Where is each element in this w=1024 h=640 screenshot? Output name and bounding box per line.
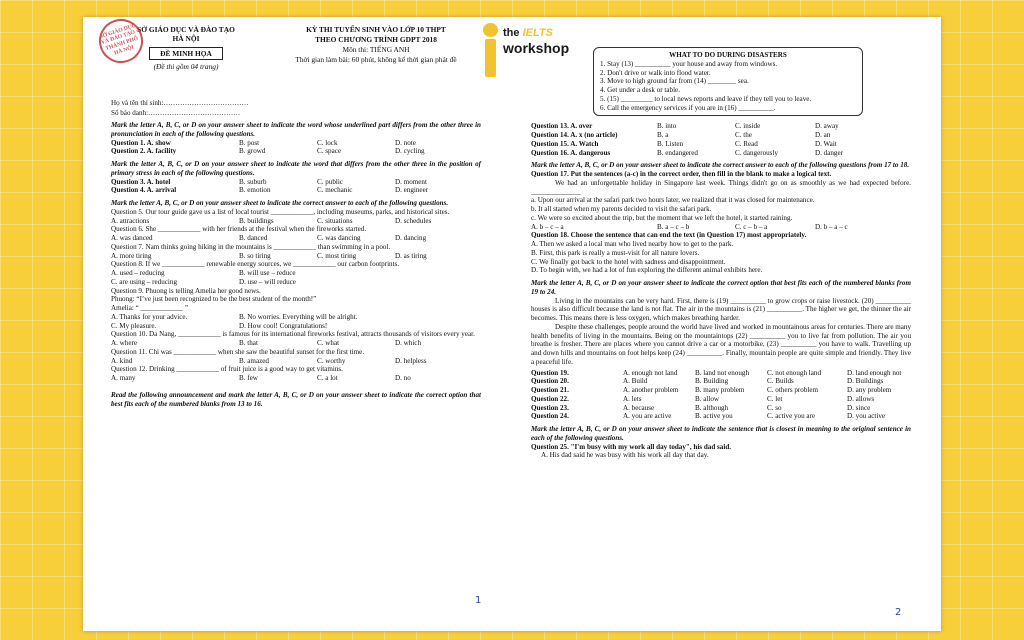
question-16 <box>531 149 911 158</box>
q20-label: Question 20. <box>531 377 569 386</box>
q9-option-c: C. My pleasure. <box>111 321 157 330</box>
question-9-amelia: Amelia: “ ____________ ” <box>111 304 189 312</box>
q4-option-a: Question 4. A. arrival <box>111 186 177 195</box>
question-12-options <box>111 374 481 383</box>
instruction-stress: Mark the letter A, B, C, or D on your answer sheet to indicate the word that differs from the other three in the position of primary stress in each of the following questions. <box>111 160 481 177</box>
question-15 <box>531 140 911 149</box>
q24-option-c: C. active you are <box>767 412 816 421</box>
q24-option-b: B. active you <box>695 412 733 421</box>
question-11: Question 11. Chi was ____________ when she saw the beautiful sunset for the first time. <box>111 347 365 356</box>
q1-option-c: C. lock <box>317 138 338 147</box>
q1-option-b: B. post <box>239 138 260 147</box>
announcement-line-1: 1. Stay (13) __________ your house and away from windows. <box>600 59 778 68</box>
q5-option-b: B. buildings <box>239 216 274 225</box>
q2-option-b: B. growd <box>239 147 266 156</box>
q18-option-d: D. To begin with, we had a lot of fun exploring the different animal exhibits here. <box>531 266 763 275</box>
q8-option-a: A. used – reducing <box>111 269 165 277</box>
q3-option-d: D. moment <box>395 177 427 186</box>
q22-option-b: B. allow <box>695 394 720 403</box>
passage-paragraph-1: Living in the mountains can be very hard. First, there is (19) __________ to grow crops or raise livestock. (20) __________ houses is also difficult because the land is not flat. The air in the mountains is (21) __________. The higher we get, the thinner the air becomes. This means there is less oxygen, which makes breathing harder. <box>531 296 911 322</box>
q21-option-a: A. another problem <box>623 386 679 394</box>
q12-option-c: C. a lot <box>317 374 338 382</box>
question-9-phuong: Phuong: “I’ve just been recognized to be the best student of the month!” <box>111 295 317 304</box>
announcement-line-6: 6. Call the emergency services if you are in (16) __________. <box>600 103 776 112</box>
question-19 <box>531 369 911 378</box>
question-12: Question 12. Drinking ____________ of fruit juice is a good way to get vitamins. <box>111 365 343 374</box>
question-2 <box>111 147 481 156</box>
q15-option-b: B. Listen <box>657 139 684 148</box>
q19-option-c: C. not enough land <box>767 368 821 377</box>
q1-option-d: D. note <box>395 138 416 147</box>
q13-option-d: D. away <box>815 122 839 131</box>
logo-the: the <box>503 27 520 39</box>
q16-option-d: D. danger <box>815 148 843 157</box>
question-9: Question 9. Phuong is telling Amelia her good news. <box>111 286 261 295</box>
announcement-line-2: 2. Don't drive or walk into flood water. <box>600 68 711 77</box>
q10-option-d: D. which <box>395 339 422 347</box>
question-6-options <box>111 234 481 243</box>
question-7: Question 7. Nam thinks going hiking in the mountains is ____________ than swimming in a pool. <box>111 242 391 251</box>
q13-option-b: B. into <box>657 122 677 131</box>
q23-option-a: A. because <box>623 403 655 412</box>
q22-option-c: C. let <box>767 394 783 403</box>
question-10-options <box>111 339 481 348</box>
name-line: Họ và tên thí sinh:……………………………… <box>111 99 249 107</box>
q17-option-b: B. a – c – b <box>657 222 690 231</box>
q22-option-a: A. lets <box>623 394 642 403</box>
question-18: Question 18. Choose the sentence that can end the text (in Question 17) most appropriately. <box>531 231 807 240</box>
question-8-options-cd <box>111 278 481 287</box>
q5-option-a: A. attractions <box>111 216 150 225</box>
instruction-17-18: Mark the letter A, B, C, or D on your answer sheet to indicate the correct answer to each of the following questions from 17 to 18. <box>531 161 910 170</box>
q14-option-c: C. the <box>735 131 752 139</box>
q24-option-d: D. you active <box>847 412 886 421</box>
question-11-options <box>111 357 481 366</box>
q9-option-b: B. No worries. Everything will be alright. <box>239 312 358 321</box>
q4-option-c: C. mechanic <box>317 186 353 195</box>
question-8: Question 8. If we ____________ renewable energy sources, we ____________ our carbon footprints. <box>111 260 400 269</box>
exam-sheet <box>83 17 941 631</box>
q9-option-d: D. How cool! Congratulations! <box>239 321 328 330</box>
q23-option-d: D. since <box>847 403 871 412</box>
q21-option-c: C. others problem <box>767 386 819 394</box>
q12-option-b: B. few <box>239 374 258 382</box>
logo-dot <box>483 23 498 37</box>
q10-option-b: B. that <box>239 339 258 347</box>
q19-label: Question 19. <box>531 368 569 377</box>
q19-option-b: B. land not enough <box>695 368 749 377</box>
q7-option-a: A. more tiring <box>111 251 152 260</box>
q20-option-c: C. Builds <box>767 377 794 386</box>
q11-option-d: D. helpless <box>395 356 427 365</box>
q2-option-c: C. space <box>317 147 342 156</box>
q17-option-a: A. b – c – a <box>531 222 564 231</box>
q21-option-b: B. many problem <box>695 386 745 394</box>
announcement-line-3: 3. Move to high ground far from (14) ________ sea. <box>600 77 749 86</box>
logo-name <box>503 27 553 40</box>
question-4 <box>111 186 481 195</box>
q19-option-d: D. land enough not <box>847 368 902 377</box>
exam-title: KỲ THI TUYỂN SINH VÀO LỚP 10 THPT <box>306 25 446 34</box>
page-number-1: 1 <box>475 595 482 606</box>
department-city: HÀ NỘI <box>172 34 200 43</box>
q22-label: Question 22. <box>531 394 569 403</box>
question-21 <box>531 386 911 395</box>
question-25: Question 25. "I'm busy with my work all day today", his dad said. <box>531 442 732 451</box>
exam-program: THEO CHƯƠNG TRÌNH GDPT 2018 <box>315 35 437 44</box>
question-1 <box>111 139 481 148</box>
logo-stem <box>485 39 496 77</box>
question-17-sentence-c: c. We were so excited about the trip, but the moment that we left the hotel, it started raining. <box>531 213 793 222</box>
question-23 <box>531 404 911 413</box>
exam-page-2 <box>531 47 911 460</box>
q7-option-b: B. so tiring <box>239 251 271 260</box>
q13-option-a: Question 13. A. over <box>531 122 593 131</box>
q14-option-b: B. a <box>657 131 669 139</box>
question-14 <box>531 131 911 140</box>
passage-paragraph-2: Despite these challenges, people around the world have lived and worked in mountainous areas for centuries. There are many health benefits of living in the mountains. Being on the mountaintops (22) __________ you to live far from pollution. The air you breathe is fresher. There are places where you cannot drive a car or a motorbike, (23) __________ you have to walk. Travelling up and down hills and mountains on foot helps keep (24) __________. Finally, mountain people are quite simple and friendly. They live a peaceful life. <box>531 322 912 366</box>
question-17-sentence-b: b. It all started when my parents decided to visit the safari park. <box>531 205 712 213</box>
q14-option-a: Question 14. A. x (no article) <box>531 131 618 139</box>
disaster-announcement-box <box>593 47 863 116</box>
q1-option-a: Question 1. A. show <box>111 138 171 147</box>
question-17-options <box>531 223 911 232</box>
question-17-passage: We had an unforgettable holiday in Singapore last week. Things didn't go on as smoothly as we had expected before. ______________ <box>531 178 911 196</box>
q14-option-d: D. an <box>815 131 831 139</box>
department-block <box>99 22 261 71</box>
q18-option-c: C. We finally got back to the hotel with sadness and disappointment. <box>531 257 726 266</box>
question-7-options <box>111 252 481 261</box>
q10-option-a: A. where <box>111 339 137 347</box>
q4-option-d: D. engineer <box>395 186 429 195</box>
q5-option-d: D. schedules <box>395 216 432 225</box>
instruction-correct-answer: Mark the letter A, B, C, or D on your answer sheet to indicate the correct answer to each of the following questions. <box>111 199 449 207</box>
id-line: Số báo danh:………………………………… <box>111 109 241 117</box>
exam-page-1 <box>99 22 481 408</box>
instruction-pronunciation: Mark the letter A, B, C, or D on your answer sheet to indicate the word whose underlined part differs from the other three in pronunciation in each of the following questions. <box>111 121 481 138</box>
q13-option-c: C. inside <box>735 122 761 131</box>
question-3 <box>111 178 481 187</box>
exam-time: Thời gian làm bài: 60 phút, không kể thời gian phát đề <box>295 55 457 64</box>
logo-ielts: IELTS <box>522 27 553 39</box>
q17-option-c: C. c – b – a <box>735 222 768 231</box>
q11-option-b: B. amazed <box>239 356 269 365</box>
q3-option-c: C. public <box>317 177 344 186</box>
q7-option-d: D. as tiring <box>395 251 427 260</box>
q2-option-d: D. cycling <box>395 147 425 156</box>
announcement-title: WHAT TO DO DURING DISASTERS <box>669 51 787 59</box>
exam-title-block <box>261 25 491 65</box>
stamp-text: SỞ GIÁO DỤC VÀ ĐÀO TẠO · THÀNH PHỐ HÀ NỘI <box>99 22 140 57</box>
question-9-options-cd <box>111 322 481 331</box>
question-17-sentence-a: a. Upon our arrival at the safari park two hours later, we realized that it was closed for maintenance. <box>531 196 815 205</box>
q8-option-c: C. are using – reducing <box>111 277 177 286</box>
instruction-19-24: Mark the letter A, B, C, or D on your answer sheet to indicate the correct option that best fits each of the numbered blanks from 19 to 24. <box>531 279 911 296</box>
q2-option-a: Question 2. A. facility <box>111 147 177 156</box>
sample-exam-label: ĐỀ MINH HỌA <box>149 47 223 60</box>
q18-option-b: B. First, this park is really a must-visit for all nature lovers. <box>531 248 700 257</box>
q8-option-b: B. will use – reduce <box>239 269 296 277</box>
exam-subject: Môn thi: TIẾNG ANH <box>342 45 410 54</box>
question-22 <box>531 395 911 404</box>
q4-option-b: B. emotion <box>239 186 271 195</box>
question-17: Question 17. Put the sentences (a-c) in the correct order, then fill in the blank to make a logical text. <box>531 170 832 178</box>
q15-option-a: Question 15. A. Watch <box>531 139 599 148</box>
q22-option-d: D. allows <box>847 394 875 403</box>
pages-note: (Đề thi gồm 04 trang) <box>153 62 219 71</box>
question-20 <box>531 377 911 386</box>
q3-option-a: Question 3. A. hotel <box>111 177 171 186</box>
question-8-options-ab <box>111 269 481 278</box>
instruction-announcement: Read the following announcement and mark the letter A, B, C, or D on your answer sheet to indicate the correct option that best fits each of the numbered blanks from 13 to 16. <box>111 390 481 408</box>
q18-option-a: A. Then we asked a local man who lived nearby how to get to the park. <box>531 240 734 248</box>
q20-option-b: B. Building <box>695 377 729 386</box>
q12-option-d: D. no <box>395 374 411 382</box>
q23-option-c: C. so <box>767 403 782 412</box>
q6-option-a: A. was danced <box>111 234 153 242</box>
question-5-options <box>111 217 481 226</box>
q11-option-a: A. kind <box>111 356 133 365</box>
q23-label: Question 23. <box>531 403 569 412</box>
q21-label: Question 21. <box>531 386 569 394</box>
question-24 <box>531 412 911 421</box>
q6-option-c: C. was dancing <box>317 234 361 242</box>
question-5: Question 5. Our tour guide gave us a list of local tourist ____________, including museums, parks, and historical sites. <box>111 207 450 216</box>
question-10: Question 10. Da Nang, ____________ is famous for its international fireworks festival, attracts thousands of visitors every year. <box>111 330 475 339</box>
q3-option-b: B. suburb <box>239 177 267 186</box>
q8-option-d: D. use – will reduce <box>239 277 296 286</box>
q6-option-b: B. danced <box>239 234 268 242</box>
page-1-header <box>99 22 481 121</box>
page-number-2: 2 <box>895 607 902 618</box>
q16-option-c: C. dangerously <box>735 148 778 157</box>
q24-option-a: A. you are active <box>623 412 672 421</box>
q5-option-c: C. situations <box>317 216 353 225</box>
announcement-line-5: 5. (15) _________ to local news reports and leave if they tell you to leave. <box>600 94 812 103</box>
q16-option-a: Question 16. A. dangerous <box>531 148 611 157</box>
q15-option-c: C. Read <box>735 139 758 148</box>
q15-option-d: D. Wait <box>815 139 837 148</box>
q10-option-c: C. what <box>317 339 340 347</box>
q20-option-d: D. Buildings <box>847 377 884 386</box>
q23-option-b: B. although <box>695 403 729 412</box>
q25-option-a: A. His dad said he was busy with his work all day that day. <box>541 451 709 460</box>
instruction-25: Mark the letter A, B, C, or D on your answer sheet to indicate the sentence that is closest in meaning to the original sentence in each of the following questions. <box>531 425 911 442</box>
q11-option-c: C. worthy <box>317 356 346 365</box>
announcement-line-4: 4. Get under a desk or table. <box>600 86 680 94</box>
q20-option-a: A. Build <box>623 377 648 386</box>
q16-option-b: B. endangered <box>657 148 698 157</box>
logo-workshop: workshop <box>503 40 570 56</box>
q9-option-a: A. Thanks for your advice. <box>111 312 188 321</box>
department-name: SỞ GIÁO DỤC VÀ ĐÀO TẠO <box>137 25 235 34</box>
q24-label: Question 24. <box>531 412 569 421</box>
question-6: Question 6. She ____________ with her friends at the festival when the fireworks started. <box>111 225 367 234</box>
q17-option-d: D. b – a – c <box>815 222 848 231</box>
question-13 <box>531 122 911 131</box>
q7-option-c: C. most tiring <box>317 251 357 260</box>
q21-option-d: D. any problem <box>847 386 892 394</box>
q19-option-a: A. enough not land <box>623 368 678 377</box>
q12-option-a: A. many <box>111 374 136 382</box>
question-9-options-ab <box>111 313 481 322</box>
q6-option-d: D. dancing <box>395 234 427 242</box>
